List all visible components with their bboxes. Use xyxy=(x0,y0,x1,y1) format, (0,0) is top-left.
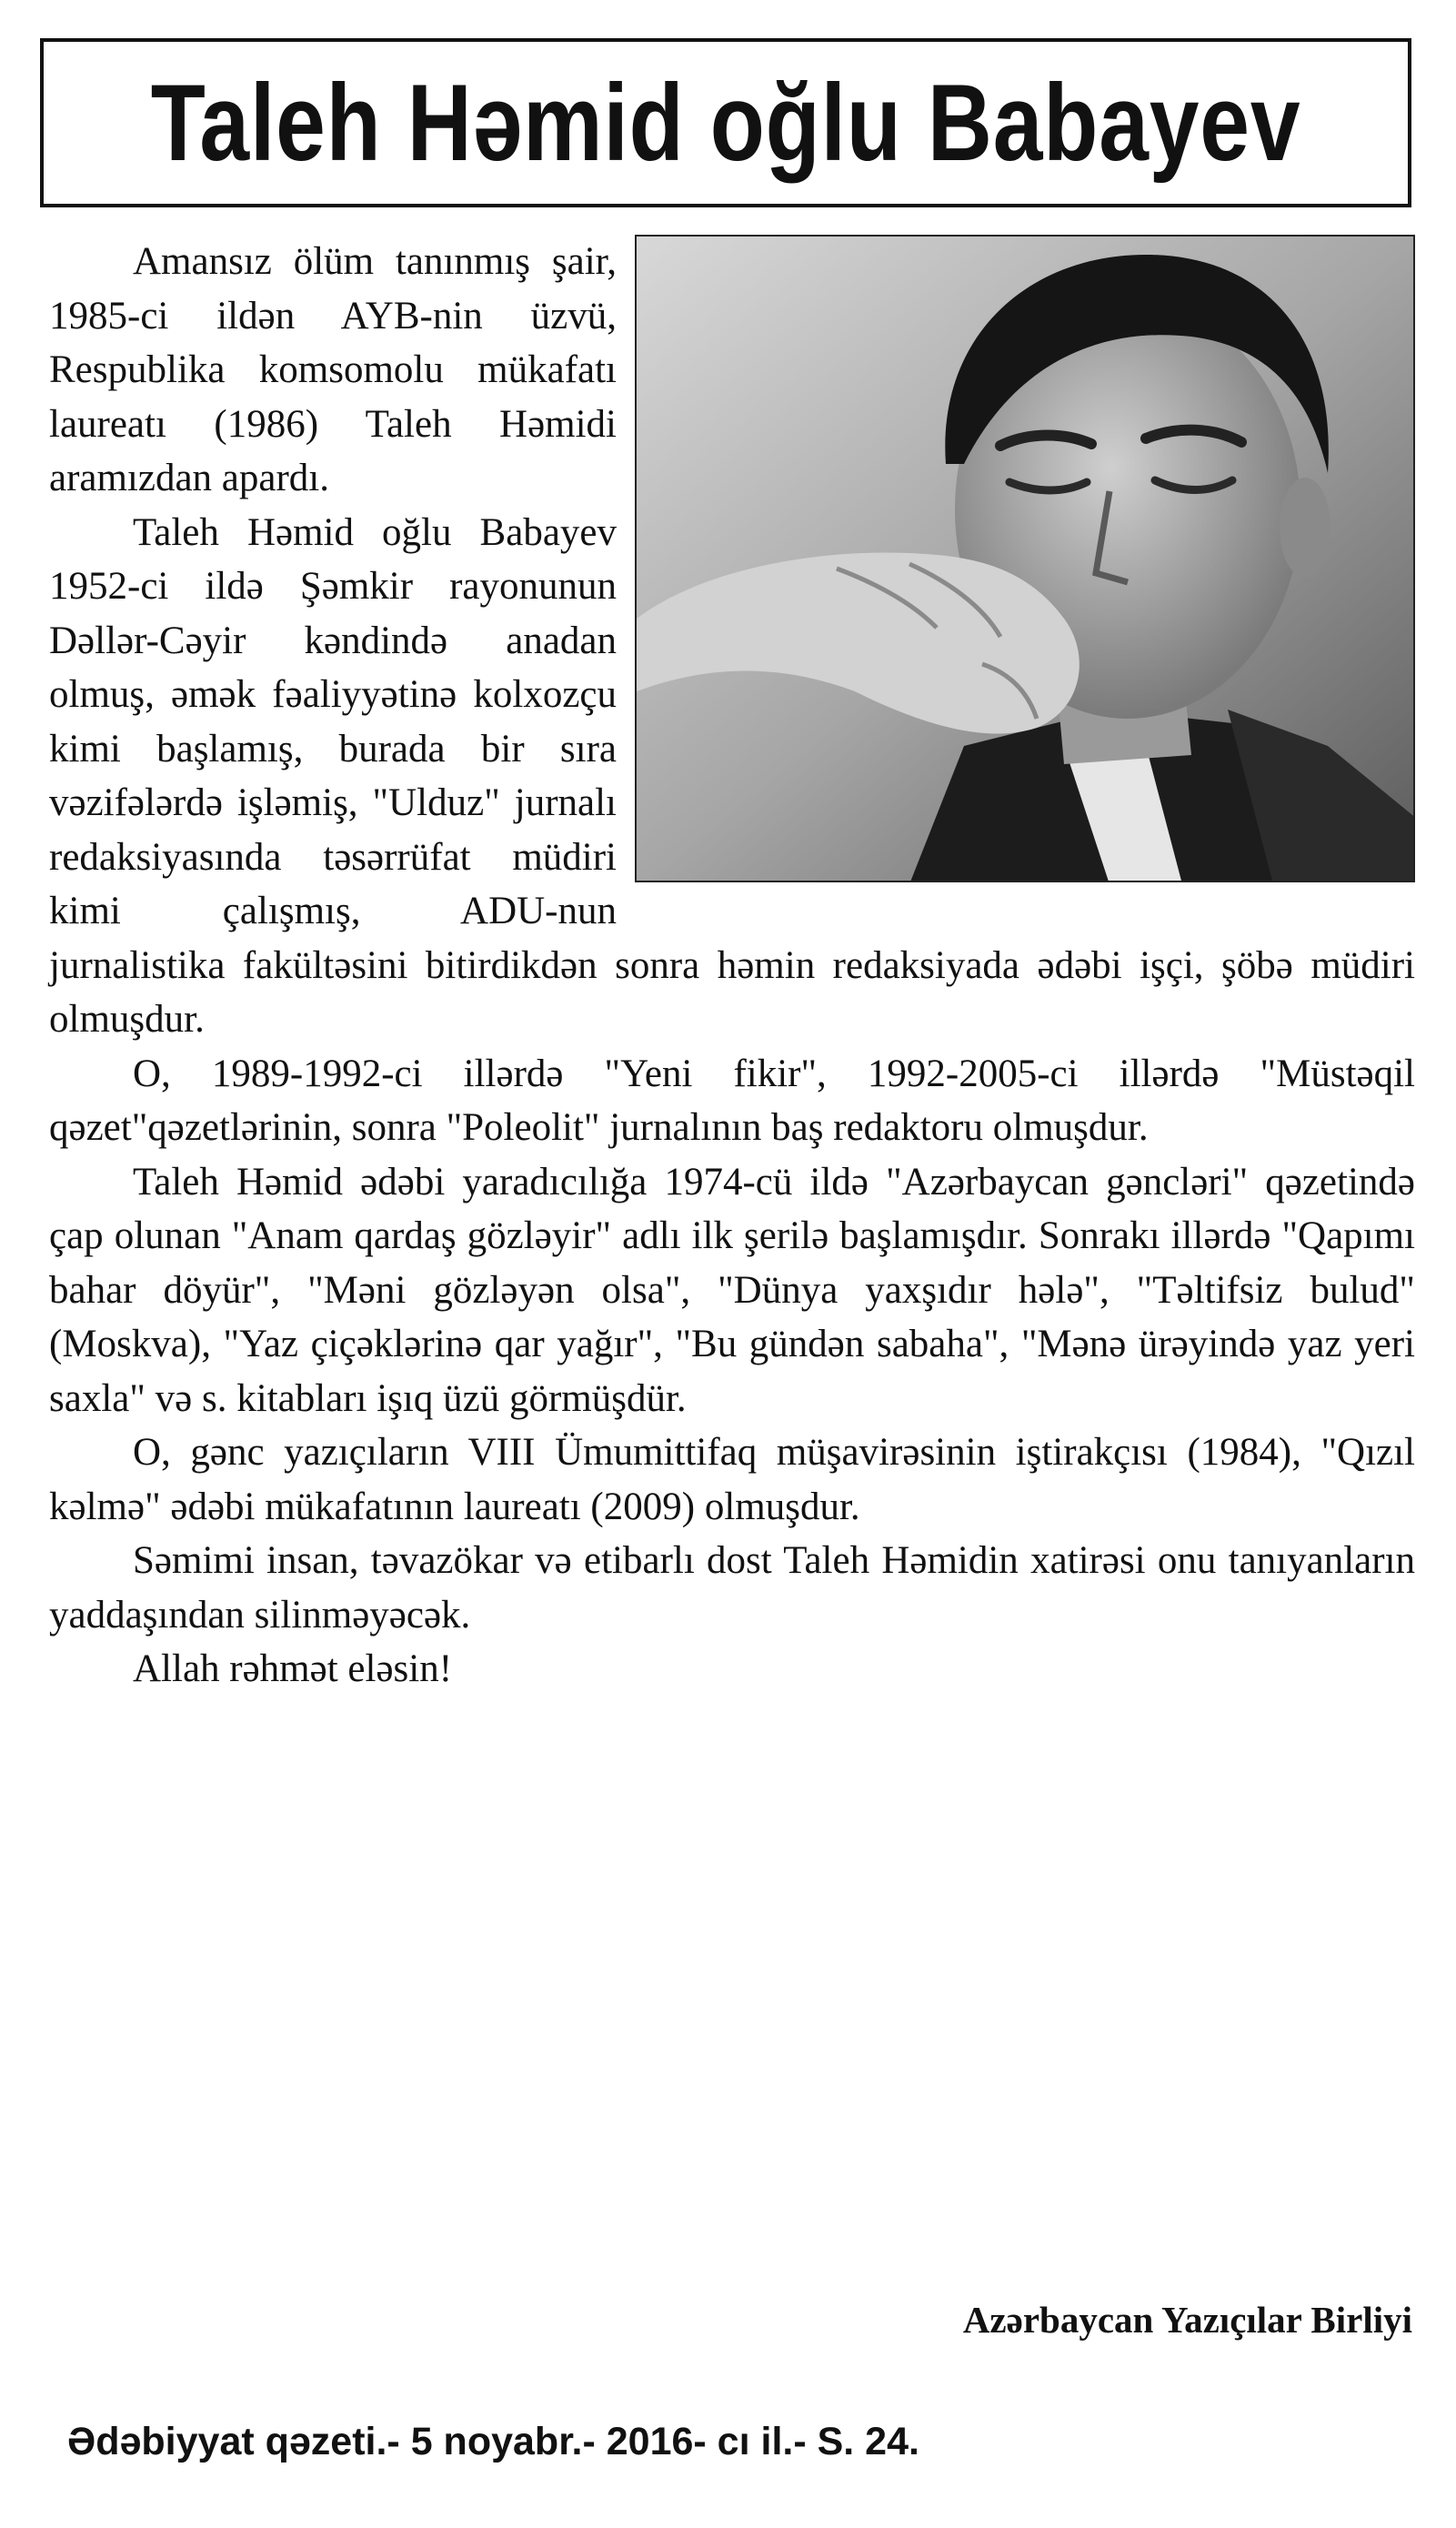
title-box xyxy=(40,38,1411,207)
paragraph-awards: O, gənc yazıçıların VIII Ümumittifaq müşavirəsinin iştirakçısı (1984), "Qızıl kəlmə" ədəbi mükafatının laureatı (2009) olmuşdur. xyxy=(49,1431,1415,1528)
signature: Azərbaycan Yazıçılar Birliyi xyxy=(962,2299,1412,2341)
paragraph-works: Taleh Həmid ədəbi yaradıcılığa 1974-cü ildə "Azərbaycan gəncləri" qəzetində çap olunan "Anam qardaş gözləyir" adlı ilk şerilə başlamışdır. Sonrakı illərdə "Qapımı bahar döyür", "Məni gözləyən olsa", "Dünya yaxşıdır hələ", "Təltifsiz bulud" (Moskva), "Yaz çiçəklərinə qar yağır", "Bu gündən sabaha", "Mənə ürəyində yaz yeri saxla" və s. kitabları işıq üzü görmüşdür. xyxy=(49,1160,1415,1420)
article-body xyxy=(49,235,1415,1697)
paragraph-editor: O, 1989-1992-ci illərdə "Yeni fikir", 1992-2005-ci illərdə "Müstəqil qəzet"qəzetlərinin, sonra "Poleolit" jurnalının baş redaktoru olmuşdur. xyxy=(49,1052,1415,1149)
photo-spacer xyxy=(617,235,1415,924)
paragraph-intro: Amansız ölüm tanınmış şair, 1985-ci ildən AYB-nin üzvü, Respublika komsomolu mükafatı laureatı (1986) Taleh Həmidi aramızdan apardı. xyxy=(49,240,617,499)
page-title: Taleh Həmid oğlu Babayev xyxy=(150,62,1301,184)
paragraph-biography: Taleh Həmid oğlu Babayev 1952-ci ildə Şəmkir rayonunun Dəllər-Cəyir kəndində anadan olmuş, əmək fəaliyyətinə kolxozçu kimi başlamış, burada bir sıra vəzifələrdə işləmiş, "Ulduz" jurnalı redaksiyasında təsərrüfat müdiri kimi çalışmış, ADU-nun jurnalistika fakültəsini bitirdikdən sonra həmin redaksiyada ədəbi işçi, şöbə müdiri olmuşdur. xyxy=(49,510,1415,1041)
source-citation: Ədəbiyyat qəzeti.- 5 noyabr.- 2016- cı il.- S. 24. xyxy=(67,2420,919,2463)
paragraph-prayer: Allah rəhmət eləsin! xyxy=(133,1647,453,1690)
paragraph-memory: Səmimi insan, təvazökar və etibarlı dost Taleh Həmidin xatirəsi onu tanıyanların yaddaşından silinməyəcək. xyxy=(49,1539,1415,1637)
